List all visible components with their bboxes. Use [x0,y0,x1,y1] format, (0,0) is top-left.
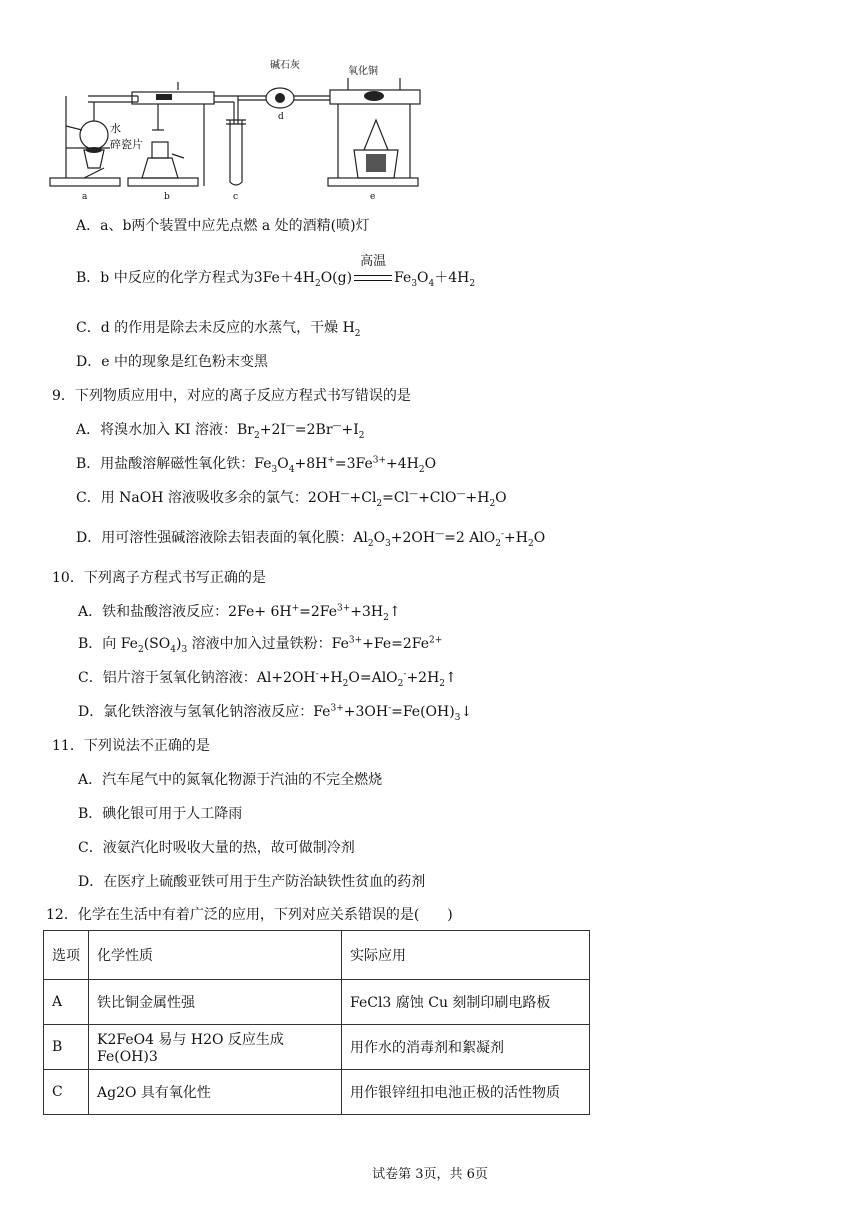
label-b: b [164,192,170,202]
label-c: c [233,192,239,202]
q9-option-a: A．将溴水加入 KI 溶液：$Br_2+2I^—=2Br^—+I_2$ [76,421,365,441]
table-cell: B [44,1025,89,1070]
q10-option-b: B．向 $Fe_2(SO_4)_3$ 溶液中加入过量铁粉：$Fe^{3+}+Fe=2Fe^{2+}$ [78,635,443,655]
apparatus-figure [48,50,428,208]
q10-option-c: C．铝片溶于氢氧化钠溶液：$Al+2OH^-+H_2O=AlO_2^-+2H_2↑$ [78,669,457,689]
q8-condition: 高温 [360,254,387,269]
q8-option-c-text: C．d 的作用是除去未反应的水蒸气，干燥 H [76,320,355,336]
table-row [44,980,590,1025]
label-a: a [82,192,88,202]
label-water: 水 [110,122,121,135]
label-soda-lime: 碱石灰 [270,60,300,71]
q8-option-c: C．d 的作用是除去未反应的水蒸气，干燥 $H_2$ [76,320,361,339]
q8-option-a: A．a、b两个装置中应先点燃 a 处的酒精(喷)灯 [76,218,370,234]
table-header-cell: 化学性质 [89,931,342,980]
table-cell: 用作银锌纽扣电池正极的活性物质 [342,1070,590,1115]
table-cell: K2FeO4 易与 H2O 反应生成 Fe(OH)3 [89,1025,342,1070]
table-header-cell: 选项 [44,931,89,980]
table-row [44,1070,590,1115]
page-footer: 试卷第 3页，共 6页 [372,1167,488,1182]
q10-option-d: D．氯化铁溶液与氢氧化钠溶液反应：$Fe^{3+}+3OH^-=Fe(OH)_3↓$ [78,703,473,723]
q11-stem: 11．下列说法不正确的是 [52,738,210,754]
q12-table [43,930,590,1115]
q9-option-b: B．用盐酸溶解磁性氧化铁：$Fe_3O_4+8H^+=3Fe^{3+}+4H_2O$ [76,455,437,475]
q9-option-b-text: B．用盐酸溶解磁性氧化铁： [76,456,255,472]
q9-option-d-text: D．用可溶性强碱溶液除去铝表面的氧化膜： [76,530,354,546]
label-d: d [278,112,284,122]
q10-option-c-text: C．铝片溶于氢氧化钠溶液： [78,670,257,686]
q10-stem: 10．下列离子方程式书写正确的是 [52,570,266,586]
q10-option-a-text: A．铁和盐酸溶液反应： [78,604,229,620]
q9-option-c: C．用 NaOH 溶液吸收多余的氯气：$2OH^—+Cl_2=Cl^—+ClO^—+H_2O$ [76,489,507,509]
label-e: e [370,192,376,202]
q11-option-d: D．在医疗上硫酸亚铁可用于生产防治缺铁性贫血的药剂 [78,874,426,890]
q8-option-b: B．b 中反应的化学方程式为$3Fe+4H_2O(g)$ 高温 $Fe_3O_4+4H_2$ [76,254,476,289]
q12-stem: 12．化学在生活中有着广泛的应用，下列对应关系错误的是( ) [46,907,453,923]
q11-option-b: B．碘化银可用于人工降雨 [78,806,243,822]
q8-option-b-prefix: B．b 中反应的化学方程式为 [76,270,254,286]
table-cell: Ag2O 具有氧化性 [89,1070,342,1115]
q9-stem: 9．下列物质应用中，对应的离子反应方程式书写错误的是 [52,388,411,404]
q10-option-d-text: D．氯化铁溶液与氢氧化钠溶液反应： [78,704,314,720]
table-header-cell: 实际应用 [342,931,590,980]
label-porcelain: 碎瓷片 [110,138,143,151]
q10-option-b-text: B．向 Fe [78,636,138,652]
q10-option-b-text2: 溶液中加入过量铁粉： [191,636,332,652]
q11-option-c: C．液氨汽化时吸收大量的热，故可做制冷剂 [78,840,355,856]
table-cell: A [44,980,89,1025]
table-row [44,1025,590,1070]
q9-option-d: D．用可溶性强碱溶液除去铝表面的氧化膜：$Al_2O_3+2OH^—=2$ $AlO_2^-+H_2O$ [76,529,546,549]
table-cell: 铁比铜金属性强 [89,980,342,1025]
q8-option-d: D．e 中的现象是红色粉末变黑 [76,354,268,370]
table-header-row [44,931,590,980]
table-cell: C [44,1070,89,1115]
q10-option-a: A．铁和盐酸溶液反应：$2Fe+ 6H^+=2Fe^{3+}+3H_2↑$ [78,603,401,623]
table-cell: 用作水的消毒剂和絮凝剂 [342,1025,590,1070]
label-copper-oxide: 氧化铜 [348,66,378,77]
q9-option-a-text: A．将溴水加入 KI 溶液： [76,422,237,438]
table-cell: FeCl3 腐蚀 Cu 刻制印刷电路板 [342,980,590,1025]
q9-option-c-text: C．用 NaOH 溶液吸收多余的氯气： [76,490,308,506]
q11-option-a: A．汽车尾气中的氮氧化物源于汽油的不完全燃烧 [78,772,383,788]
